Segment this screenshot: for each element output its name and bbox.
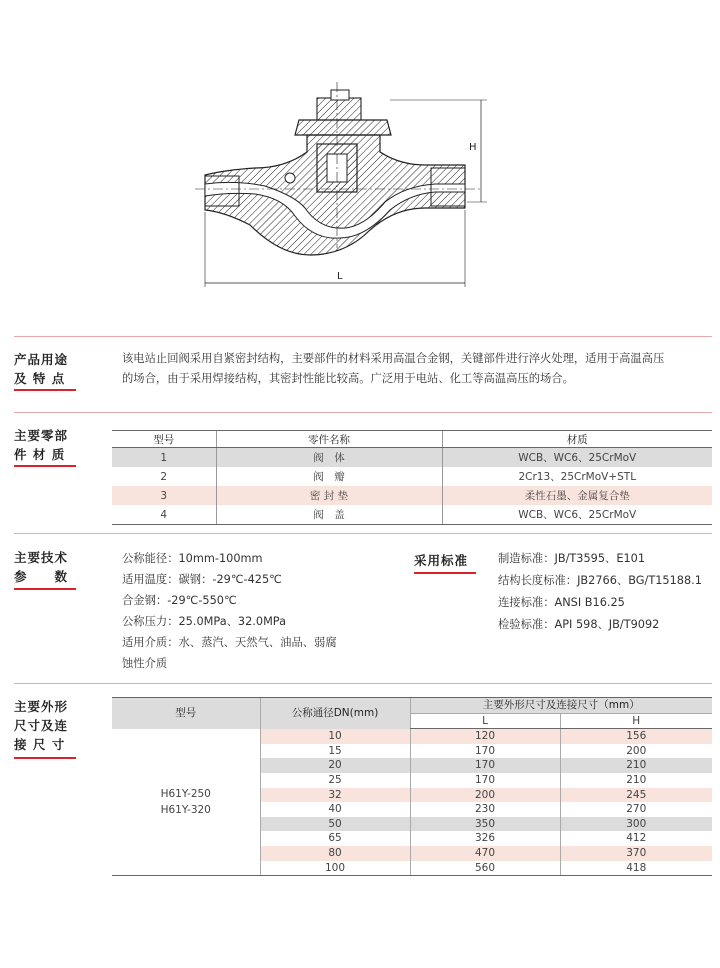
table-row xyxy=(112,448,712,468)
cell-model: 3 xyxy=(112,486,216,505)
tech-line: 适用温度：碳钢：-29℃-425℃ xyxy=(122,573,282,586)
cell-H: 200 xyxy=(560,744,712,759)
col-header-dimensions: 主要外形尺寸及连接尺寸（mm） xyxy=(410,698,712,714)
table-row xyxy=(112,729,712,744)
dim-l-label: L xyxy=(337,271,343,282)
cell-model: 4 xyxy=(112,505,216,525)
section-divider xyxy=(14,336,712,337)
cell-model: 1 xyxy=(112,448,216,468)
cell-dn: 50 xyxy=(260,817,410,832)
table-row xyxy=(112,486,712,505)
col-header-H: H xyxy=(560,713,712,729)
cell-dn: 40 xyxy=(260,802,410,817)
cell-dn: 20 xyxy=(260,758,410,773)
cell-dn: 15 xyxy=(260,744,410,759)
parts-label-line2: 件 材 质 xyxy=(14,447,66,462)
tech-label-line1: 主要技术 xyxy=(14,550,69,565)
cell-L: 560 xyxy=(410,861,560,876)
section-divider xyxy=(14,533,712,534)
cell-dn: 80 xyxy=(260,846,410,861)
standard-line: 连接标准：ANSI B16.25 xyxy=(498,596,625,609)
cell-part-name: 阀 瓣 xyxy=(216,467,442,486)
cell-L: 326 xyxy=(410,831,560,846)
table-header-row xyxy=(112,698,712,714)
standards-list xyxy=(498,548,702,636)
section-accent-bar xyxy=(14,465,76,467)
cell-L: 350 xyxy=(410,817,560,832)
cell-material: 2Cr13、25CrMoV+STL xyxy=(442,467,712,486)
cell-H: 156 xyxy=(560,729,712,744)
cell-model-group xyxy=(112,729,260,876)
section-accent-bar xyxy=(14,389,76,391)
cell-L: 230 xyxy=(410,802,560,817)
cell-material: WCB、WC6、25CrMoV xyxy=(442,505,712,525)
model-label: H61Y-250 xyxy=(160,787,211,800)
standards-section-label xyxy=(414,551,468,570)
col-header-part-name: 零件名称 xyxy=(216,431,442,448)
section-accent-bar xyxy=(14,588,76,590)
dimension-table xyxy=(112,697,712,876)
col-header-model: 型号 xyxy=(112,698,260,729)
cell-L: 170 xyxy=(410,773,560,788)
cell-dn: 32 xyxy=(260,788,410,803)
cell-H: 418 xyxy=(560,861,712,876)
parts-material-table xyxy=(112,430,712,525)
dims-label-line3: 接 尺 寸 xyxy=(14,737,66,752)
tech-section-label xyxy=(14,548,68,586)
standard-line: 制造标准：JB/T3595、E101 xyxy=(498,552,646,565)
cell-L: 470 xyxy=(410,846,560,861)
model-label: H61Y-320 xyxy=(160,803,211,816)
usage-text-line2: 的场合，由于采用焊接结构，其密封性能比较高。广泛用于电站、化工等高温高压的场合。 xyxy=(122,372,574,385)
parts-label-line1: 主要零部 xyxy=(14,428,69,443)
section-accent-bar xyxy=(14,757,76,759)
cell-H: 245 xyxy=(560,788,712,803)
usage-label-line2: 及 特 点 xyxy=(14,371,66,386)
col-header-L: L xyxy=(410,713,560,729)
usage-section-label xyxy=(14,350,68,388)
cell-part-name: 阀 盖 xyxy=(216,505,442,525)
section-divider xyxy=(14,683,712,684)
cell-H: 370 xyxy=(560,846,712,861)
cell-dn: 65 xyxy=(260,831,410,846)
cell-H: 412 xyxy=(560,831,712,846)
cell-material: WCB、WC6、25CrMoV xyxy=(442,448,712,468)
cell-L: 120 xyxy=(410,729,560,744)
cell-dn: 10 xyxy=(260,729,410,744)
dims-label-line2: 尺寸及连 xyxy=(14,718,69,733)
tech-line: 适用介质：水、蒸汽、天然气、油品、弱腐 xyxy=(122,636,337,649)
table-row xyxy=(112,467,712,486)
cell-H: 300 xyxy=(560,817,712,832)
cell-L: 200 xyxy=(410,788,560,803)
col-header-model: 型号 xyxy=(112,431,216,448)
cell-H: 210 xyxy=(560,758,712,773)
dim-h-label: H xyxy=(469,142,477,153)
dims-label-line1: 主要外形 xyxy=(14,699,69,714)
cell-part-name: 阀 体 xyxy=(216,448,442,468)
tech-line: 公称压力：25.0MPa、32.0MPa xyxy=(122,615,287,628)
usage-text-line1: 该电站止回阀采用自紧密封结构，主要部件的材料采用高温合金钢，关键部件进行淬火处理，适用于高温高压 xyxy=(122,352,665,365)
cell-dn: 100 xyxy=(260,861,410,876)
cell-dn: 25 xyxy=(260,773,410,788)
section-divider xyxy=(14,412,712,413)
cell-material: 柔性石墨、金属复合垫 xyxy=(442,486,712,505)
standard-line: 检验标准：API 598、JB/T9092 xyxy=(498,618,660,631)
cell-H: 270 xyxy=(560,802,712,817)
cell-model: 2 xyxy=(160,470,168,483)
cell-part-name: 密 封 垫 xyxy=(216,486,442,505)
standards-label: 采用标准 xyxy=(414,553,469,568)
tech-line: 合金钢：-29℃-550℃ xyxy=(122,594,237,607)
valve-section-drawing xyxy=(195,80,495,295)
dims-section-label xyxy=(14,697,68,754)
usage-description xyxy=(122,349,712,389)
table-header-row xyxy=(112,431,712,448)
tech-params xyxy=(122,548,337,674)
cell-H: 210 xyxy=(560,773,712,788)
tech-label-line2: 参 数 xyxy=(14,569,69,584)
usage-label-line1: 产品用途 xyxy=(14,352,69,367)
cell-L: 170 xyxy=(410,758,560,773)
tech-line: 蚀性介质 xyxy=(122,657,168,670)
cell-L: 170 xyxy=(410,744,560,759)
tech-line: 公称能径：10mm-100mm xyxy=(122,552,263,565)
col-header-material: 材质 xyxy=(442,431,712,448)
parts-section-label xyxy=(14,426,68,464)
col-header-dn: 公称通径DN(mm) xyxy=(260,698,410,729)
table-row xyxy=(112,505,712,525)
section-accent-bar xyxy=(414,572,476,574)
standard-line: 结构长度标准：JB2766、BG/T15188.1 xyxy=(498,574,702,587)
